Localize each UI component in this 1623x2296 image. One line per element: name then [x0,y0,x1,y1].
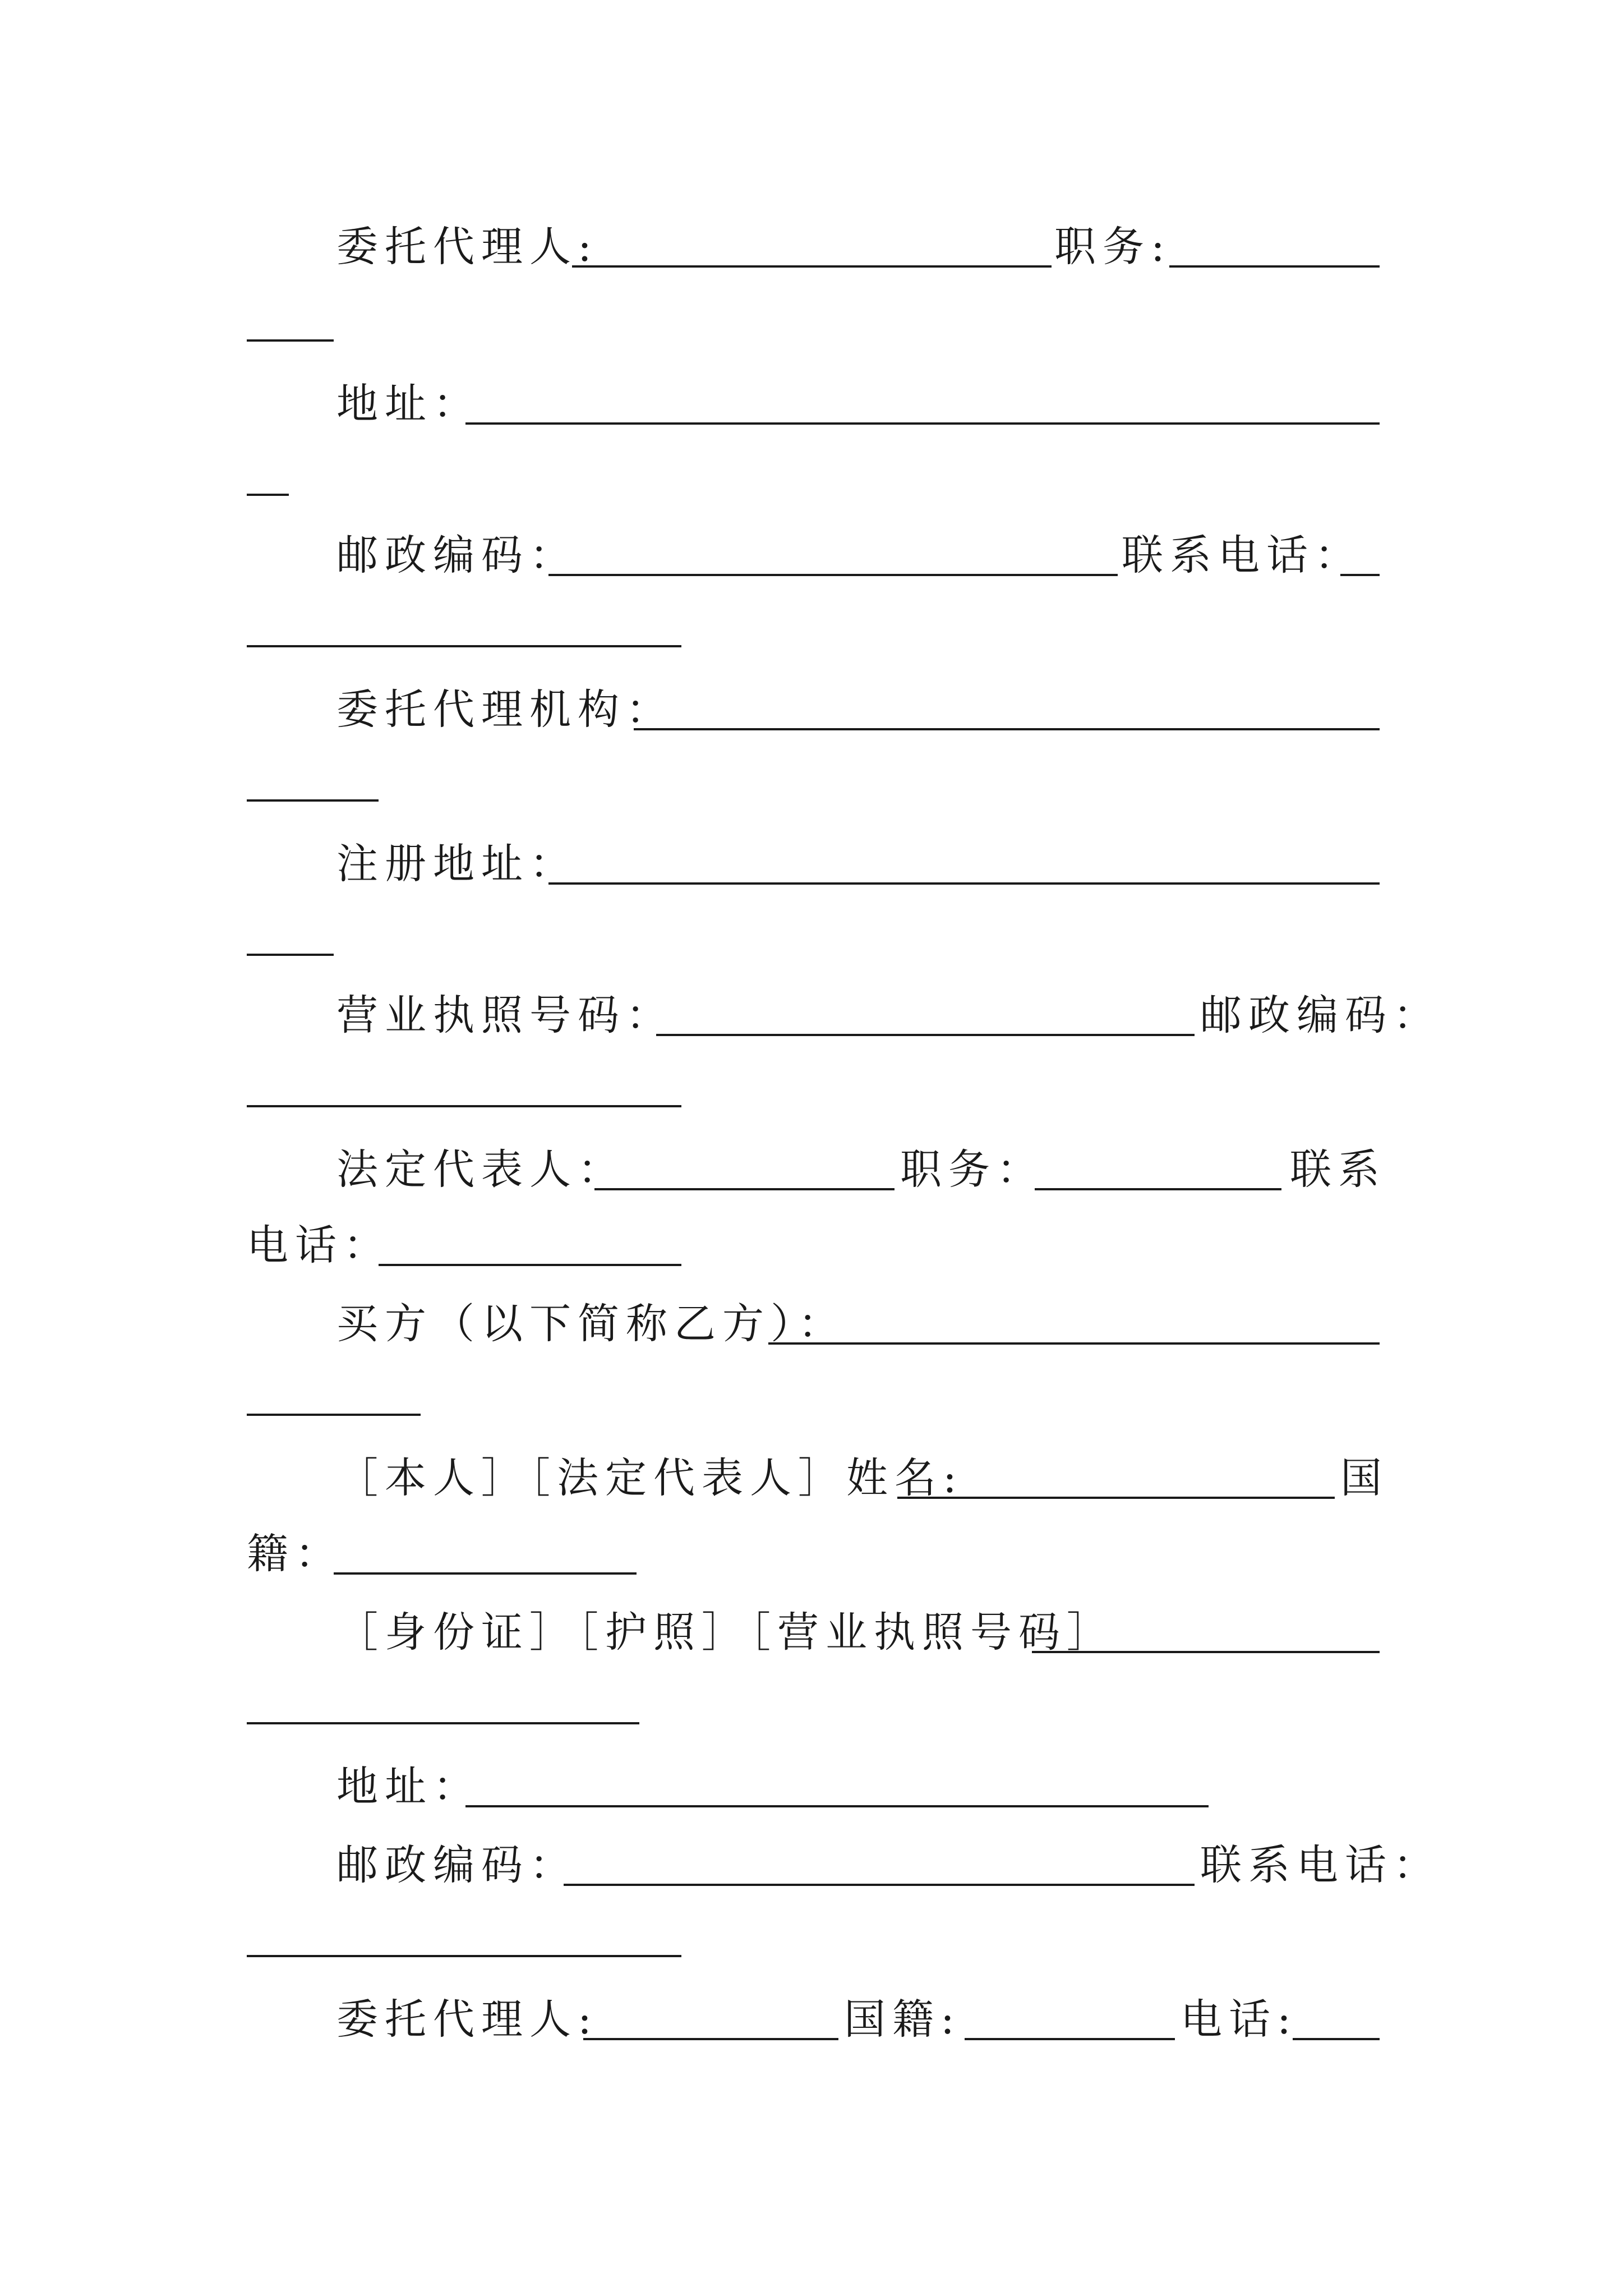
blank-address-cont[interactable] [247,494,289,496]
label-license: 营业执照号码： [336,991,674,1039]
label-legal-rep-position: 职务： [900,1145,1045,1194]
blank-license[interactable] [656,1034,1195,1036]
label-reg-address: 注册地址： [336,840,578,888]
label-agent: 委托代理人: [336,223,598,271]
blank-buyer-name[interactable] [897,1497,1335,1499]
blank-buyer-id[interactable] [1032,1651,1380,1653]
label-buyer-phone: 联系电话： [1200,1841,1441,1889]
blank-legal-rep-phone[interactable] [379,1264,681,1266]
blank-position[interactable] [1169,265,1380,268]
label-buyer-agent-nationality: 国籍: [844,1995,961,2044]
label-agency: 委托代理机构： [336,685,674,734]
blank-legal-rep[interactable] [594,1188,895,1190]
blank-legal-rep-position[interactable] [1035,1188,1281,1190]
blank-buyer-agent-phone[interactable] [1293,2038,1380,2040]
label-buyer-name: ［本人］［法定代表人］姓名: [336,1454,963,1502]
blank-buyer-agent-nationality[interactable] [965,2038,1175,2040]
label-buyer-id: ［身份证］［护照］［营业执照号码］ [336,1608,1115,1657]
blank-buyer-phone[interactable] [247,1955,681,1957]
label-buyer-address: 地址： [336,1763,481,1811]
blank-buyer-agent[interactable] [583,2038,838,2040]
label-license-postcode: 邮政编码： [1200,991,1441,1039]
label-postcode: 邮政编码： [336,531,578,579]
label-nationality-part1: 国 [1340,1454,1389,1502]
label-buyer-agent-phone: 电话: [1181,1995,1298,2044]
label-legal-rep-phone: 电话： [247,1221,391,1269]
blank-reg-address-cont[interactable] [247,954,334,956]
blank-postcode[interactable] [548,574,1118,576]
blank-nationality[interactable] [334,1572,637,1575]
blank-buyer-address[interactable] [465,1805,1209,1807]
blank-phone[interactable] [1340,574,1380,576]
blank-agency-cont[interactable] [247,799,379,802]
label-buyer-agent: 委托代理人: [336,1995,598,2044]
blank-license-postcode[interactable] [247,1105,681,1107]
label-phone: 联系电话： [1122,531,1363,579]
blank-phone-cont[interactable] [247,645,681,647]
label-contact: 联系 [1290,1145,1386,1194]
label-position: 职务: [1054,223,1172,271]
blank-reg-address[interactable] [548,882,1380,885]
label-address: 地址： [336,380,481,428]
blank-agent[interactable] [572,265,1052,268]
label-buyer-postcode: 邮政编码： [336,1841,578,1889]
blank-buyer-cont[interactable] [247,1414,421,1416]
blank-buyer[interactable] [768,1342,1380,1345]
blank-address[interactable] [465,422,1380,425]
blank-buyer-postcode[interactable] [564,1884,1195,1886]
label-legal-rep: 法定代表人： [336,1145,626,1194]
blank-agency[interactable] [634,728,1380,730]
blank-buyer-id-cont[interactable] [247,1722,639,1724]
label-buyer: 买方（以下简称乙方）： [336,1300,846,1348]
blank-position-cont[interactable] [247,339,334,342]
label-nationality-part2: 籍： [247,1530,343,1578]
